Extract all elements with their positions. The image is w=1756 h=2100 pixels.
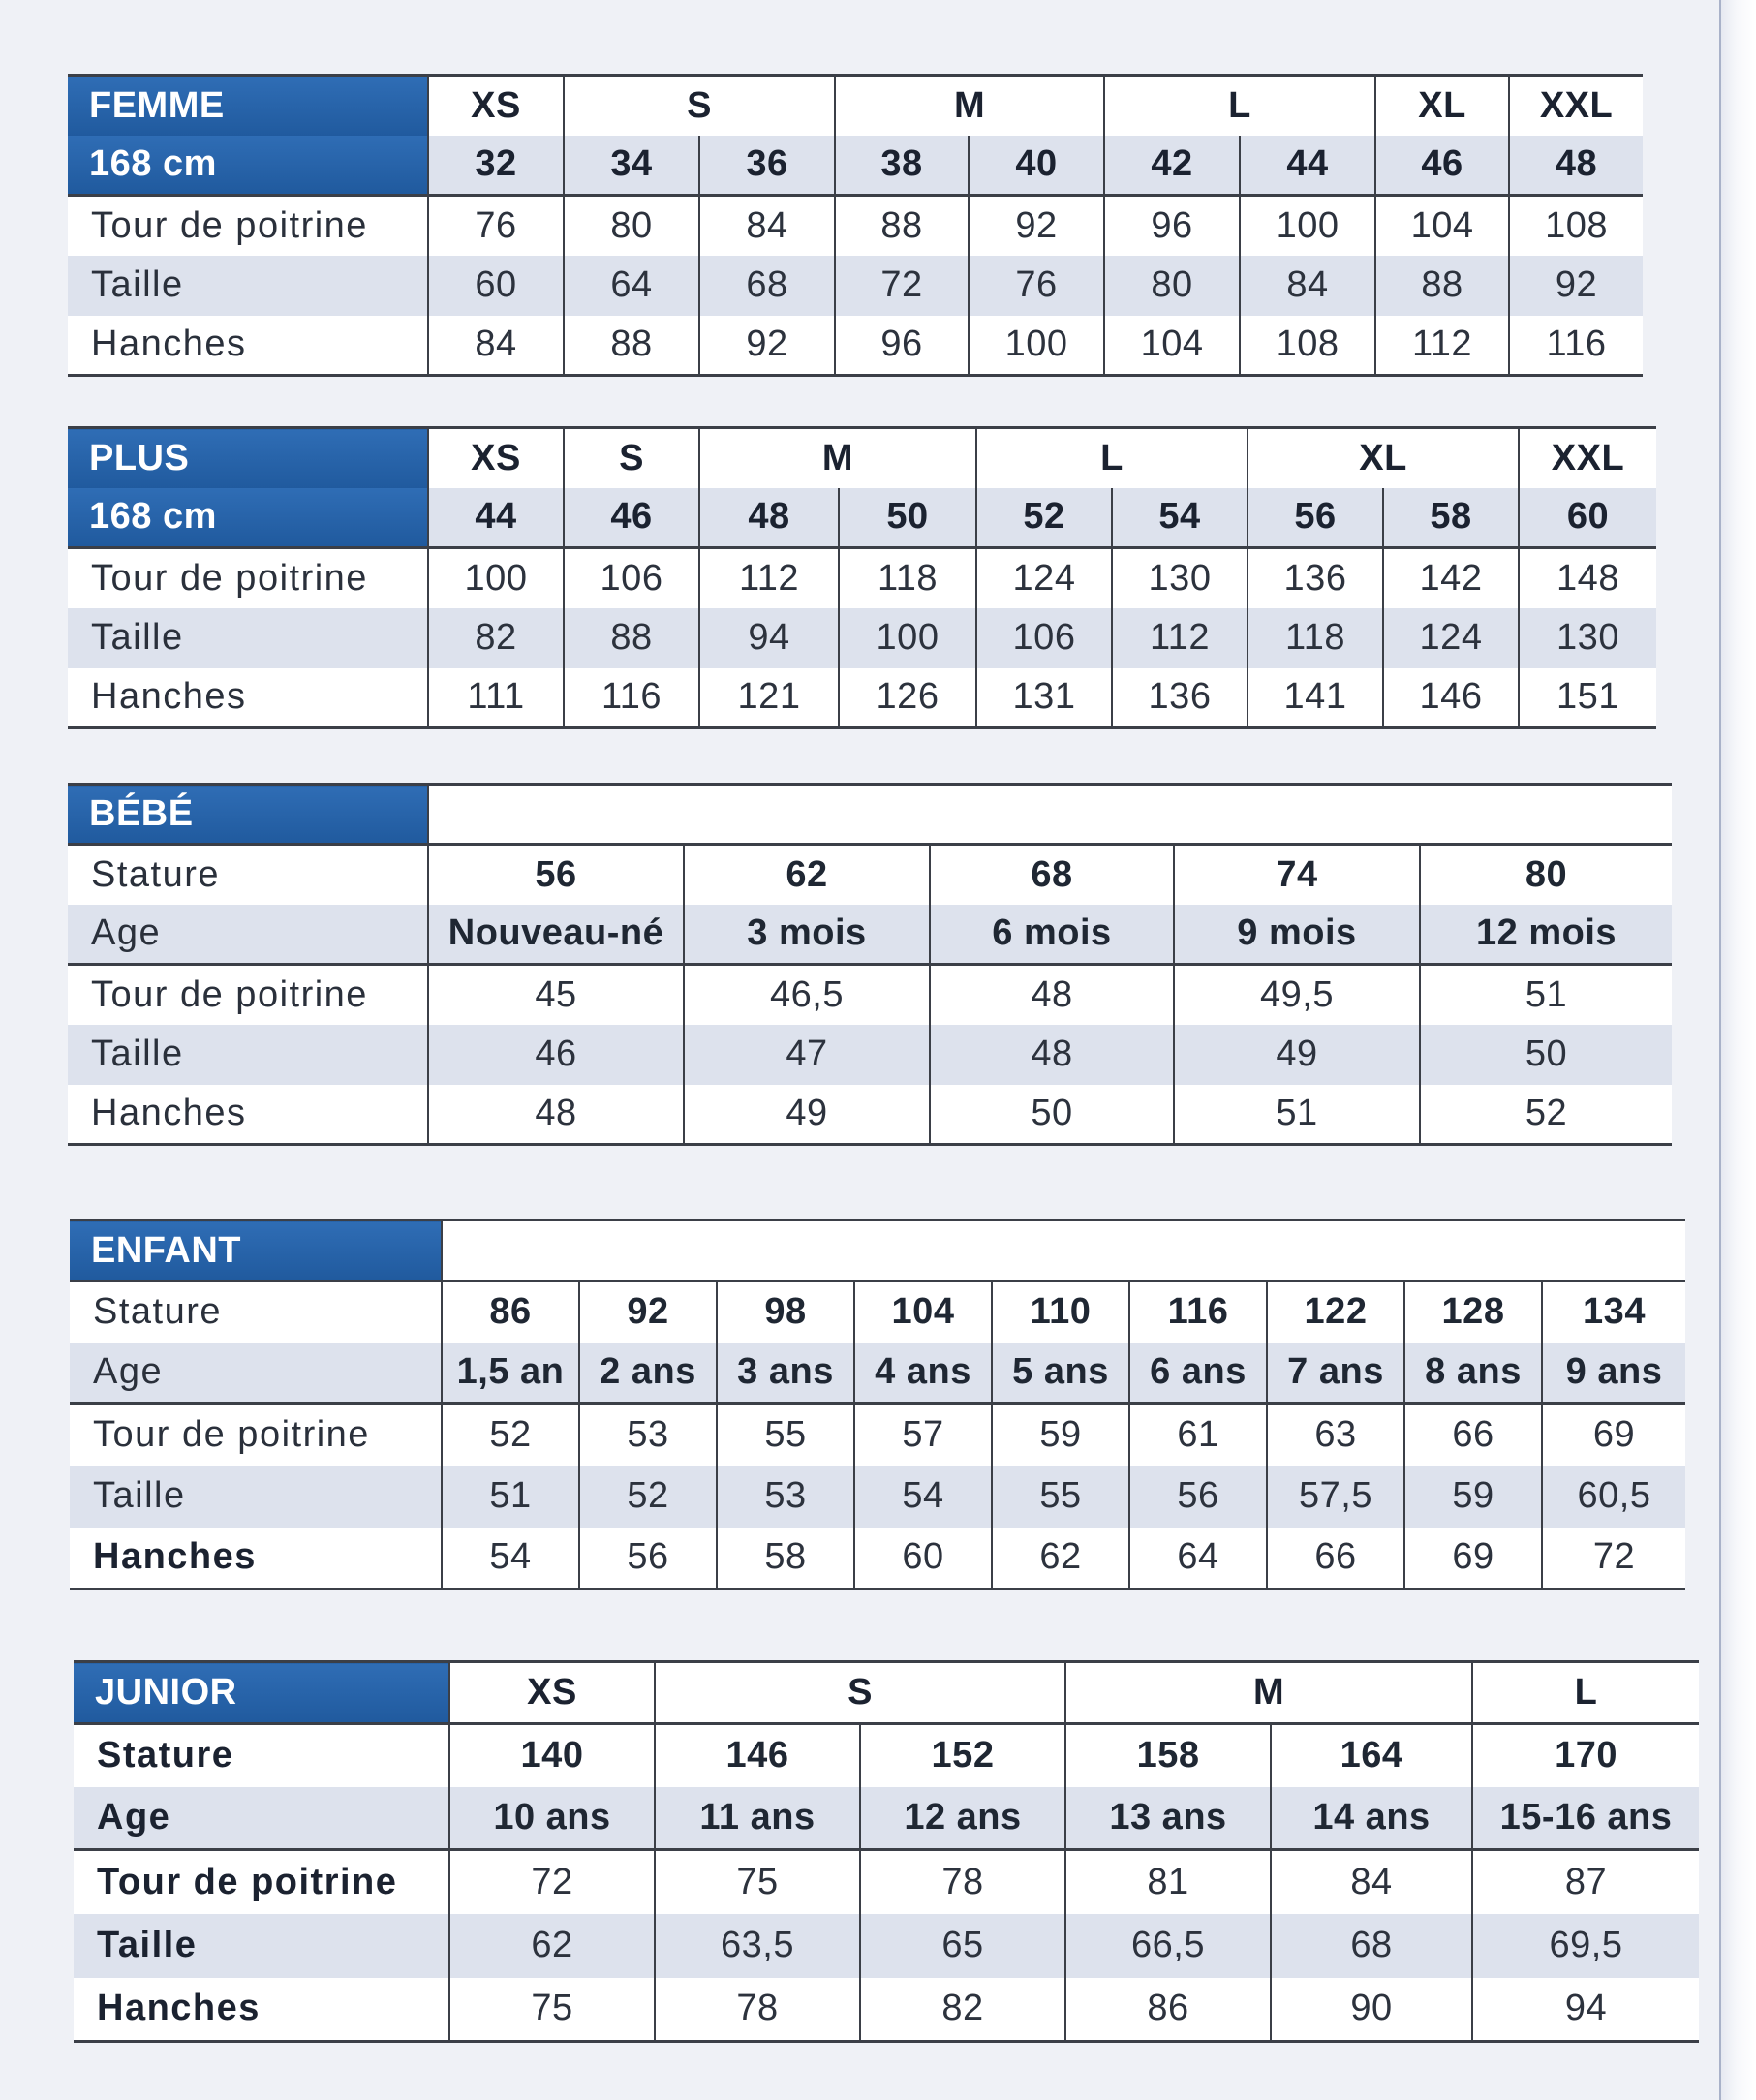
bebe-stature: 62: [684, 845, 930, 905]
enfant-age: 9 ans: [1542, 1343, 1685, 1404]
bebe-row-label-hanches: Hanches: [68, 1085, 428, 1145]
femme-size: 46: [1375, 136, 1509, 196]
junior-row-label-age: Age: [74, 1787, 449, 1850]
junior-cell: 82: [860, 1978, 1065, 2042]
enfant-cell: 53: [717, 1466, 854, 1528]
femme-row-label-taille: Taille: [68, 256, 428, 316]
femme-title: FEMME: [68, 76, 428, 136]
enfant-stature: 98: [717, 1282, 854, 1343]
junior-row-label-taille: Taille: [74, 1914, 449, 1978]
femme-size: 32: [428, 136, 564, 196]
femme-size: 42: [1104, 136, 1240, 196]
bebe-cell: 48: [930, 1025, 1174, 1085]
femme-size-group: XS: [428, 76, 564, 136]
bebe-row-label-tour: Tour de poitrine: [68, 965, 428, 1025]
plus-size: 50: [839, 488, 976, 548]
femme-cell: 88: [1375, 256, 1509, 316]
enfant-cell: 56: [1129, 1466, 1267, 1528]
junior-cell: 75: [655, 1850, 860, 1914]
plus-cell: 94: [699, 608, 839, 668]
plus-cell: 118: [839, 548, 976, 608]
femme-size: 40: [969, 136, 1104, 196]
enfant-cell: 59: [1404, 1466, 1542, 1528]
enfant-cell: 63: [1267, 1404, 1404, 1466]
enfant-cell: 62: [992, 1528, 1129, 1590]
bebe-stature: 68: [930, 845, 1174, 905]
plus-cell: 116: [564, 668, 699, 728]
junior-size-table: [74, 1660, 1699, 2043]
enfant-row-label-tour: Tour de poitrine: [70, 1404, 442, 1466]
enfant-cell: 58: [717, 1528, 854, 1590]
bebe-cell: 45: [428, 965, 684, 1025]
plus-size: 44: [428, 488, 564, 548]
bebe-cell: 46: [428, 1025, 684, 1085]
junior-cell: 81: [1065, 1850, 1271, 1914]
plus-cell: 111: [428, 668, 564, 728]
enfant-cell: 54: [442, 1528, 579, 1590]
enfant-age: 8 ans: [1404, 1343, 1542, 1404]
bebe-age: Nouveau-né: [428, 905, 684, 965]
plus-cell: 130: [1519, 608, 1656, 668]
bebe-cell: 51: [1420, 965, 1672, 1025]
bebe-stature: 80: [1420, 845, 1672, 905]
enfant-age: 4 ans: [854, 1343, 992, 1404]
enfant-cell: 51: [442, 1466, 579, 1528]
femme-size-table: [68, 74, 1643, 377]
enfant-cell: 66: [1404, 1404, 1542, 1466]
plus-subtitle: 168 cm: [68, 488, 428, 548]
junior-size-group: L: [1472, 1662, 1699, 1724]
femme-size: 34: [564, 136, 699, 196]
bebe-cell: 50: [930, 1085, 1174, 1145]
plus-title: PLUS: [68, 428, 428, 488]
plus-row-label-taille: Taille: [68, 608, 428, 668]
enfant-stature: 116: [1129, 1282, 1267, 1343]
enfant-stature: 92: [579, 1282, 717, 1343]
plus-cell: 142: [1383, 548, 1519, 608]
junior-age: 14 ans: [1271, 1787, 1472, 1850]
plus-cell: 151: [1519, 668, 1656, 728]
femme-row-label-tour: Tour de poitrine: [68, 196, 428, 256]
femme-cell: 112: [1375, 316, 1509, 376]
femme-size: 38: [835, 136, 969, 196]
enfant-cell: 55: [717, 1404, 854, 1466]
plus-cell: 136: [1112, 668, 1248, 728]
enfant-cell: 69: [1404, 1528, 1542, 1590]
plus-size-group: XL: [1248, 428, 1519, 488]
plus-size: 46: [564, 488, 699, 548]
plus-cell: 124: [976, 548, 1112, 608]
femme-cell: 84: [1240, 256, 1375, 316]
junior-stature: 164: [1271, 1724, 1472, 1787]
enfant-row-label-age: Age: [70, 1343, 442, 1404]
enfant-row-label-stature: Stature: [70, 1282, 442, 1343]
enfant-cell: 55: [992, 1466, 1129, 1528]
bebe-row-label-age: Age: [68, 905, 428, 965]
plus-cell: 106: [976, 608, 1112, 668]
junior-stature: 146: [655, 1724, 860, 1787]
femme-cell: 80: [1104, 256, 1240, 316]
junior-cell: 86: [1065, 1978, 1271, 2042]
enfant-row-label-hanches: Hanches: [70, 1528, 442, 1590]
femme-cell: 76: [969, 256, 1104, 316]
junior-stature: 140: [449, 1724, 655, 1787]
enfant-age: 2 ans: [579, 1343, 717, 1404]
bebe-cell: 49: [1174, 1025, 1420, 1085]
plus-cell: 136: [1248, 548, 1383, 608]
plus-size-group: S: [564, 428, 699, 488]
plus-cell: 118: [1248, 608, 1383, 668]
junior-cell: 87: [1472, 1850, 1699, 1914]
femme-cell: 96: [1104, 196, 1240, 256]
femme-row-label-hanches: Hanches: [68, 316, 428, 376]
femme-cell: 100: [1240, 196, 1375, 256]
femme-cell: 84: [699, 196, 835, 256]
junior-age: 15-16 ans: [1472, 1787, 1699, 1850]
plus-cell: 124: [1383, 608, 1519, 668]
plus-size: 58: [1383, 488, 1519, 548]
enfant-cell: 69: [1542, 1404, 1685, 1466]
enfant-cell: 54: [854, 1466, 992, 1528]
enfant-cell: 60: [854, 1528, 992, 1590]
junior-cell: 63,5: [655, 1914, 860, 1978]
plus-cell: 130: [1112, 548, 1248, 608]
plus-cell: 82: [428, 608, 564, 668]
bebe-stature: 74: [1174, 845, 1420, 905]
enfant-cell: 61: [1129, 1404, 1267, 1466]
plus-row-label-tour: Tour de poitrine: [68, 548, 428, 608]
bebe-title: BÉBÉ: [68, 785, 428, 845]
femme-subtitle: 168 cm: [68, 136, 428, 196]
junior-cell: 68: [1271, 1914, 1472, 1978]
plus-cell: 106: [564, 548, 699, 608]
femme-cell: 104: [1375, 196, 1509, 256]
junior-cell: 84: [1271, 1850, 1472, 1914]
femme-cell: 68: [699, 256, 835, 316]
femme-cell: 104: [1104, 316, 1240, 376]
enfant-row-label-taille: Taille: [70, 1466, 442, 1528]
junior-cell: 78: [655, 1978, 860, 2042]
bebe-cell: 48: [428, 1085, 684, 1145]
plus-cell: 148: [1519, 548, 1656, 608]
plus-cell: 126: [839, 668, 976, 728]
junior-stature: 152: [860, 1724, 1065, 1787]
junior-row-label-hanches: Hanches: [74, 1978, 449, 2042]
femme-cell: 108: [1509, 196, 1643, 256]
enfant-size-table: [70, 1219, 1685, 1590]
femme-size-group: M: [835, 76, 1104, 136]
bebe-age: 6 mois: [930, 905, 1174, 965]
enfant-age: 5 ans: [992, 1343, 1129, 1404]
plus-size-group: XS: [428, 428, 564, 488]
plus-cell: 121: [699, 668, 839, 728]
bebe-cell: 49,5: [1174, 965, 1420, 1025]
bebe-age: 3 mois: [684, 905, 930, 965]
plus-size-table: [68, 426, 1656, 729]
plus-cell: 100: [839, 608, 976, 668]
femme-cell: 116: [1509, 316, 1643, 376]
bebe-cell: 51: [1174, 1085, 1420, 1145]
bebe-stature: 56: [428, 845, 684, 905]
junior-age: 13 ans: [1065, 1787, 1271, 1850]
enfant-header-blank: [442, 1220, 1685, 1282]
enfant-cell: 52: [579, 1466, 717, 1528]
bebe-age: 12 mois: [1420, 905, 1672, 965]
plus-size-group: M: [699, 428, 976, 488]
bebe-size-table: [68, 783, 1672, 1146]
enfant-stature: 122: [1267, 1282, 1404, 1343]
junior-cell: 90: [1271, 1978, 1472, 2042]
femme-size: 36: [699, 136, 835, 196]
junior-stature: 170: [1472, 1724, 1699, 1787]
junior-age: 12 ans: [860, 1787, 1065, 1850]
junior-size-group: S: [655, 1662, 1065, 1724]
junior-cell: 72: [449, 1850, 655, 1914]
enfant-age: 3 ans: [717, 1343, 854, 1404]
enfant-cell: 59: [992, 1404, 1129, 1466]
femme-cell: 72: [835, 256, 969, 316]
femme-cell: 84: [428, 316, 564, 376]
junior-cell: 69,5: [1472, 1914, 1699, 1978]
junior-cell: 75: [449, 1978, 655, 2042]
enfant-cell: 64: [1129, 1528, 1267, 1590]
bebe-age: 9 mois: [1174, 905, 1420, 965]
junior-row-label-tour: Tour de poitrine: [74, 1850, 449, 1914]
plus-size: 52: [976, 488, 1112, 548]
bebe-row-label-taille: Taille: [68, 1025, 428, 1085]
bebe-cell: 46,5: [684, 965, 930, 1025]
enfant-cell: 57: [854, 1404, 992, 1466]
femme-size: 44: [1240, 136, 1375, 196]
enfant-stature: 128: [1404, 1282, 1542, 1343]
junior-cell: 65: [860, 1914, 1065, 1978]
bebe-cell: 52: [1420, 1085, 1672, 1145]
junior-cell: 62: [449, 1914, 655, 1978]
enfant-stature: 110: [992, 1282, 1129, 1343]
femme-cell: 64: [564, 256, 699, 316]
femme-size-group: XL: [1375, 76, 1509, 136]
plus-cell: 112: [1112, 608, 1248, 668]
femme-cell: 96: [835, 316, 969, 376]
femme-cell: 76: [428, 196, 564, 256]
femme-size: 48: [1509, 136, 1643, 196]
femme-cell: 88: [835, 196, 969, 256]
femme-cell: 108: [1240, 316, 1375, 376]
junior-title: JUNIOR: [74, 1662, 449, 1724]
femme-cell: 92: [969, 196, 1104, 256]
femme-cell: 60: [428, 256, 564, 316]
plus-size: 60: [1519, 488, 1656, 548]
enfant-stature: 134: [1542, 1282, 1685, 1343]
enfant-cell: 57,5: [1267, 1466, 1404, 1528]
enfant-cell: 53: [579, 1404, 717, 1466]
bebe-cell: 48: [930, 965, 1174, 1025]
junior-age: 11 ans: [655, 1787, 860, 1850]
junior-size-group: XS: [449, 1662, 655, 1724]
plus-cell: 88: [564, 608, 699, 668]
junior-row-label-stature: Stature: [74, 1724, 449, 1787]
bebe-header-blank: [428, 785, 1672, 845]
femme-size-group: L: [1104, 76, 1375, 136]
bebe-cell: 50: [1420, 1025, 1672, 1085]
enfant-cell: 56: [579, 1528, 717, 1590]
junior-cell: 66,5: [1065, 1914, 1271, 1978]
bebe-row-label-stature: Stature: [68, 845, 428, 905]
enfant-age: 7 ans: [1267, 1343, 1404, 1404]
junior-cell: 94: [1472, 1978, 1699, 2042]
enfant-cell: 66: [1267, 1528, 1404, 1590]
plus-cell: 100: [428, 548, 564, 608]
junior-size-group: M: [1065, 1662, 1472, 1724]
plus-cell: 131: [976, 668, 1112, 728]
plus-size: 56: [1248, 488, 1383, 548]
plus-cell: 146: [1383, 668, 1519, 728]
junior-cell: 78: [860, 1850, 1065, 1914]
plus-cell: 112: [699, 548, 839, 608]
enfant-title: ENFANT: [70, 1220, 442, 1282]
femme-cell: 92: [1509, 256, 1643, 316]
femme-cell: 92: [699, 316, 835, 376]
page-edge: [1719, 0, 1756, 2100]
bebe-cell: 49: [684, 1085, 930, 1145]
plus-size: 54: [1112, 488, 1248, 548]
bebe-cell: 47: [684, 1025, 930, 1085]
junior-stature: 158: [1065, 1724, 1271, 1787]
enfant-cell: 60,5: [1542, 1466, 1685, 1528]
femme-cell: 80: [564, 196, 699, 256]
femme-size-group: XXL: [1509, 76, 1643, 136]
plus-size: 48: [699, 488, 839, 548]
enfant-stature: 104: [854, 1282, 992, 1343]
femme-size-group: S: [564, 76, 835, 136]
enfant-cell: 52: [442, 1404, 579, 1466]
femme-cell: 100: [969, 316, 1104, 376]
femme-cell: 88: [564, 316, 699, 376]
junior-age: 10 ans: [449, 1787, 655, 1850]
enfant-cell: 72: [1542, 1528, 1685, 1590]
plus-row-label-hanches: Hanches: [68, 668, 428, 728]
plus-size-group: L: [976, 428, 1248, 488]
enfant-stature: 86: [442, 1282, 579, 1343]
plus-cell: 141: [1248, 668, 1383, 728]
plus-size-group: XXL: [1519, 428, 1656, 488]
enfant-age: 1,5 an: [442, 1343, 579, 1404]
enfant-age: 6 ans: [1129, 1343, 1267, 1404]
